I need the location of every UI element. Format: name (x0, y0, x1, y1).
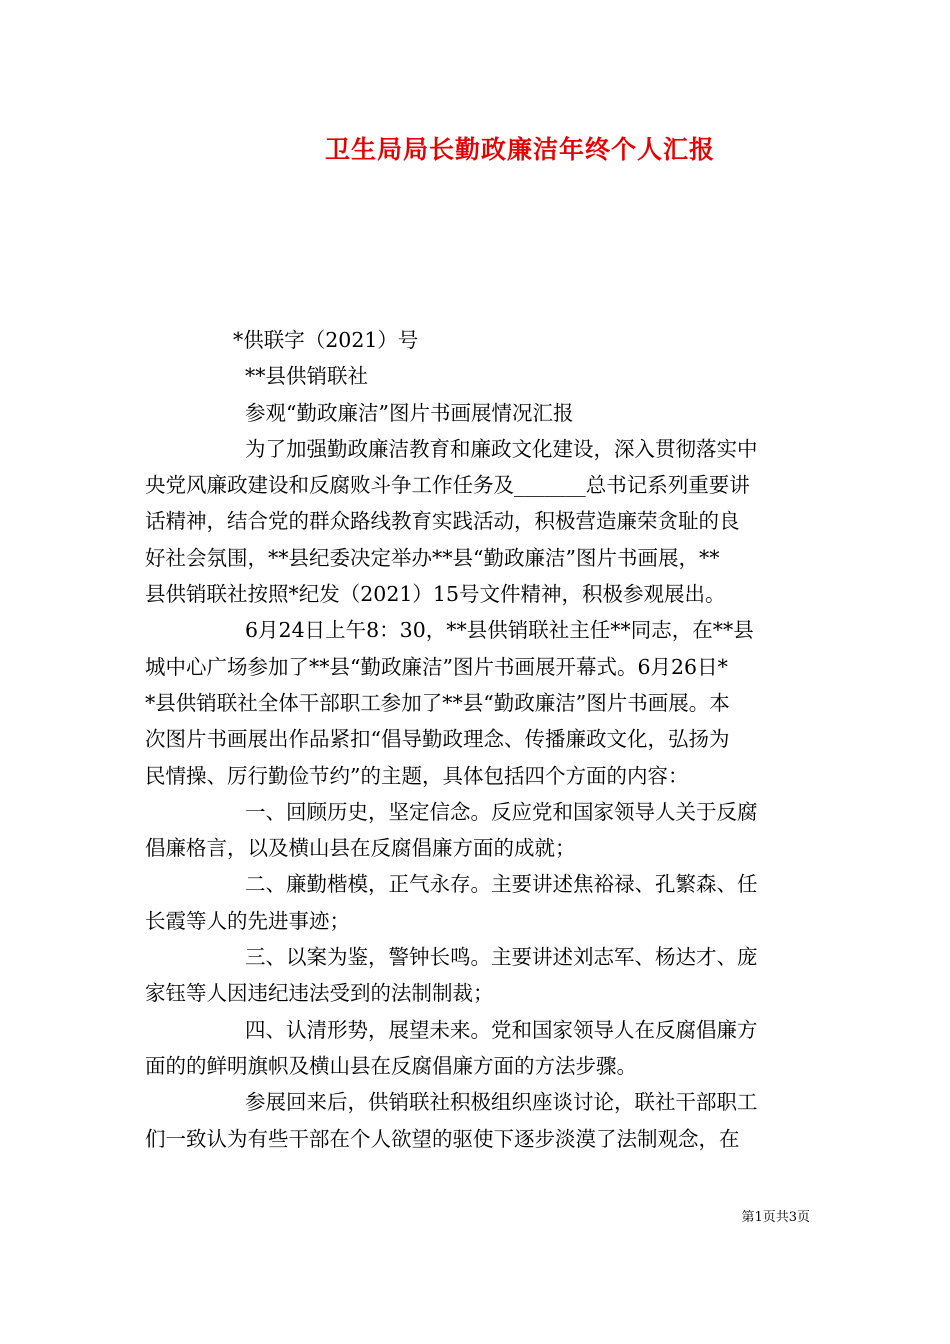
paragraph-line: 二、廉勤楷模，正气永存。主要讲述焦裕禄、孔繁森、任 (245, 872, 758, 897)
paragraph-line: 好社会氛围，**县纪委决定举办**县“勤政廉洁”图片书画展，** (145, 545, 720, 570)
paragraph-line: 央党风廉政建设和反腐败斗争工作任务及_______总书记系列重要讲 (145, 473, 750, 498)
report-subject-line: 参观“勤政廉洁”图片书画展情况汇报 (245, 400, 574, 425)
document-title: 卫生局局长勤政廉洁年终个人汇报 (324, 135, 715, 164)
doc-number-line: *供联字（2021）号 (233, 328, 419, 352)
paragraph-line: 县供销联社按照*纪发（2021）15号文件精神，积极参观展出。 (145, 582, 726, 607)
paragraph-line: 长霞等人的先进事迹； (145, 908, 350, 933)
paragraph-line: 6月24日上午8：30，**县供销联社主任**同志，在**县 (245, 618, 754, 643)
paragraph-line: 次图片书画展出作品紧扣“倡导勤政理念、传播廉政文化，弘扬为 (145, 727, 730, 752)
paragraph-line: 三、以案为鉴，警钟长鸣。主要讲述刘志军、杨达才、庞 (245, 945, 758, 970)
document-body (145, 322, 810, 1157)
paragraph-line: 城中心广场参加了**县“勤政廉洁”图片书画展开幕式。6月26日* (145, 654, 728, 679)
paragraph-line: 家钰等人因违纪违法受到的法制制裁； (145, 981, 494, 1006)
paragraph-line: 四、认清形势，展望未来。党和国家领导人在反腐倡廉方 (245, 1017, 758, 1042)
paragraph-line: 话精神，结合党的群众路线教育实践活动，积极营造廉荣贪耻的良 (145, 509, 740, 534)
paragraph-line: 倡廉格言，以及横山县在反腐倡廉方面的成就； (145, 836, 576, 861)
page-number: 第1页共3页 (741, 1210, 810, 1225)
paragraph-line: 一、回顾历史，坚定信念。反应党和国家领导人关于反腐 (245, 799, 758, 824)
paragraph-line: *县供销联社全体干部职工参加了**县“勤政廉洁”图片书画展。本 (145, 690, 730, 715)
paragraph-line: 为了加强勤政廉洁教育和廉政文化建设，深入贯彻落实中 (245, 436, 758, 461)
paragraph-line: 参展回来后，供销联社积极组织座谈讨论，联社干部职工 (245, 1090, 758, 1115)
paragraph-line: 面的的鲜明旗帜及横山县在反腐倡廉方面的方法步骤。 (145, 1053, 637, 1078)
paragraph-line: 们一致认为有些干部在个人欲望的驱使下逐步淡漠了法制观念，在 (145, 1126, 740, 1151)
paragraph-line: 民情操、厉行勤俭节约”的主题，具体包括四个方面的内容： (145, 763, 689, 788)
organization-line: **县供销联社 (245, 364, 368, 389)
